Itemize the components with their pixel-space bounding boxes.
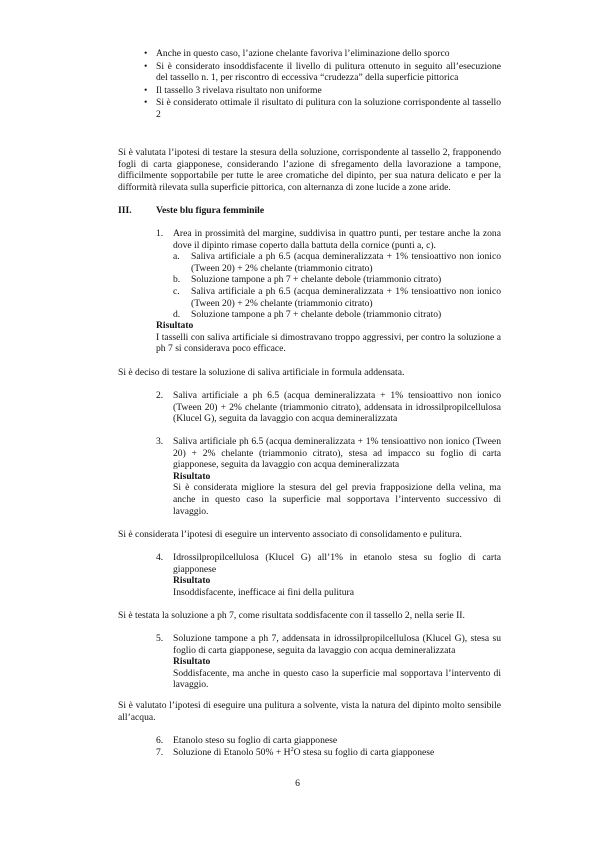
sub-item-letter: d. (173, 309, 181, 321)
sub-item-letter: c. (173, 285, 180, 297)
numbered-item (156, 390, 501, 425)
item-number: 2. (156, 390, 164, 401)
item-number: 1. (156, 228, 164, 239)
paragraph: Si è deciso di testare la soluzione di saliva artificiale in formula addensata. (118, 367, 405, 378)
bullet-list (144, 48, 501, 122)
bullet-icon: • (144, 48, 148, 59)
result-text: Si è considerata migliore la stesura del gel previa frapposizione della velina, ma anche in questo caso la superficie mal sopportava l’intervento successivo di lavaggio. (173, 482, 501, 517)
item-text: Area in prossimità del margine, suddivisa in quattro punti, per testare anche la zona dove il dipinto rimase coperto dalla battuta della cornice (punti a, c). (173, 228, 501, 251)
result-label: Risultato (173, 656, 211, 668)
numbered-item (156, 633, 501, 691)
paragraph: Si è testata la soluzione a ph 7, come risultata soddisfacente con il tassello 2, nella serie II. (118, 610, 465, 621)
item-number: 7. (156, 747, 164, 758)
item-text-block (156, 633, 501, 656)
bullet-text: Si è considerato ottimale il risultato di pulitura con la soluzione corrispondente al tassello 2 (156, 97, 501, 120)
result-block (156, 656, 501, 691)
section-title: Veste blu figura femminile (156, 205, 265, 216)
item-number: 4. (156, 552, 164, 563)
section-heading (118, 205, 418, 217)
numbered-item (156, 747, 501, 759)
bullet-text: Il tassello 3 rivelava risultato non uniforme (156, 84, 322, 96)
sub-item (173, 309, 501, 321)
subscript-number: 2 (290, 746, 294, 753)
item-text-block (156, 390, 501, 425)
section-number: III. (118, 205, 132, 216)
item-text: Etanolo steso su foglio di carta giapponese (173, 735, 338, 746)
sub-item-text: Saliva artificiale a ph 6.5 (acqua demineralizzata + 1% tensioattivo non ionico (Tween 20) + 2% chelante (triammonio citrato) (191, 251, 501, 274)
result-label: Risultato (173, 470, 211, 482)
item-text-block (156, 552, 501, 575)
item-text-block (156, 747, 501, 759)
bullet-icon: • (144, 60, 148, 72)
result-label: Risultato (156, 320, 194, 331)
sub-item (173, 286, 501, 309)
numbered-item (156, 735, 501, 747)
sub-item-text: Soluzione tampone a ph 7 + chelante debole (triammonio citrato) (191, 274, 442, 286)
bullet-text: Si è considerato insoddisfacente il livello di pulitura ottenuto in seguito all’esecuzione del tassello n. 1, per riscontro di eccessiva “crudezza” della superficie pittorica (156, 60, 501, 84)
result-text: Soddisfacente, ma anche in questo caso la superficie mal sopportava l’intervento di lavaggio. (173, 667, 501, 691)
sub-item-letter: a. (173, 251, 180, 263)
item-number: 5. (156, 633, 164, 644)
numbered-item (156, 228, 501, 321)
item-text-block (156, 228, 501, 251)
result-text: Insoddisfacente, inefficace ai fini della pulitura (173, 586, 354, 598)
bullet-item (144, 85, 501, 97)
item-text-block (156, 436, 501, 471)
numbered-item (156, 436, 501, 517)
bullet-item (144, 61, 501, 84)
sub-item-text: Soluzione tampone a ph 7 + chelante debole (triammonio citrato) (191, 309, 442, 321)
item-number: 6. (156, 735, 164, 746)
bullet-item (144, 97, 501, 120)
item-number: 3. (156, 436, 164, 447)
item-text: Soluzione tampone a ph 7, addensata in idrossilpropilcellulosa (Klucel G), stesa su foglio di carta giapponese, seguita da lavaggio con acqua demineralizzata (173, 633, 501, 656)
item-text-block (156, 735, 501, 747)
result-block (156, 320, 501, 355)
item-text: Idrossilpropilcellulosa (Klucel G) all’1% in etanolo stesa su foglio di carta giapponese (173, 552, 501, 575)
result-block (156, 575, 501, 598)
sub-item (173, 251, 501, 274)
numbered-item (156, 552, 501, 598)
item-text: Saliva artificiale a ph 6.5 (acqua demineralizzata + 1% tensioattivo non ionico (Tween 20) + 2% chelante (triammonio citrato), addensata in idrossilpropilcellulosa (Klucel G), seguita da lavaggio con acqua demineralizzata (173, 390, 501, 425)
bullet-item (144, 48, 501, 60)
bullet-icon: • (144, 84, 148, 96)
result-label: Risultato (173, 575, 211, 587)
item-text (173, 747, 434, 758)
item-text: Saliva artificiale ph 6.5 (acqua demineralizzata + 1% tensioattivo non ionico (Tween 20) + 2% chelante (triammonio citrato), stesa ad impacco su foglio di carta giapponese, seguita da lavaggio con acqua demineralizzata (173, 436, 501, 471)
result-block (156, 471, 501, 517)
bullet-text: Anche in questo caso, l’azione chelante favoriva l’eliminazione dello sporco (156, 48, 450, 59)
sub-item (173, 274, 501, 286)
item-text-part: O stesa su foglio di carta giapponese (293, 747, 435, 758)
paragraph: Si è valutata l’ipotesi di testare la stesura della soluzione, corrispondente al tassello 2, frapponendo fogli di carta giapponese, considerando l’azione di sfregamento della lavorazione a tampone, difficilmente sopportabile per tutte le aree cromatiche del dipinto, per sua natura delicato e per la difformità rilevata sulla superficie pittorica, con alternanza di zone lucide a zone aride. (118, 147, 501, 193)
sub-item-text: Saliva artificiale a ph 6.5 (acqua demineralizzata + 1% tensioattivo non ionico (Tween 20) + 2% chelante (triammonio citrato) (191, 285, 501, 309)
paragraph: Si è considerata l’ipotesi di eseguire un intervento associato di consolidamento e pulitura. (118, 529, 462, 540)
bullet-icon: • (144, 97, 148, 109)
result-text: I tasselli con saliva artificiale si dimostravano troppo aggressivi, per contro la soluzione a ph 7 si considerava poco efficace. (156, 331, 501, 355)
item-text-part: Soluzione di Etanolo 50% + H (173, 747, 291, 758)
page-number: 6 (295, 778, 300, 789)
sub-list (156, 251, 501, 321)
paragraph: Si è valutato l’ipotesi di eseguire una pulitura a solvente, vista la natura del dipinto molto sensibile all’acqua. (118, 700, 501, 723)
sub-item-letter: b. (173, 274, 181, 286)
